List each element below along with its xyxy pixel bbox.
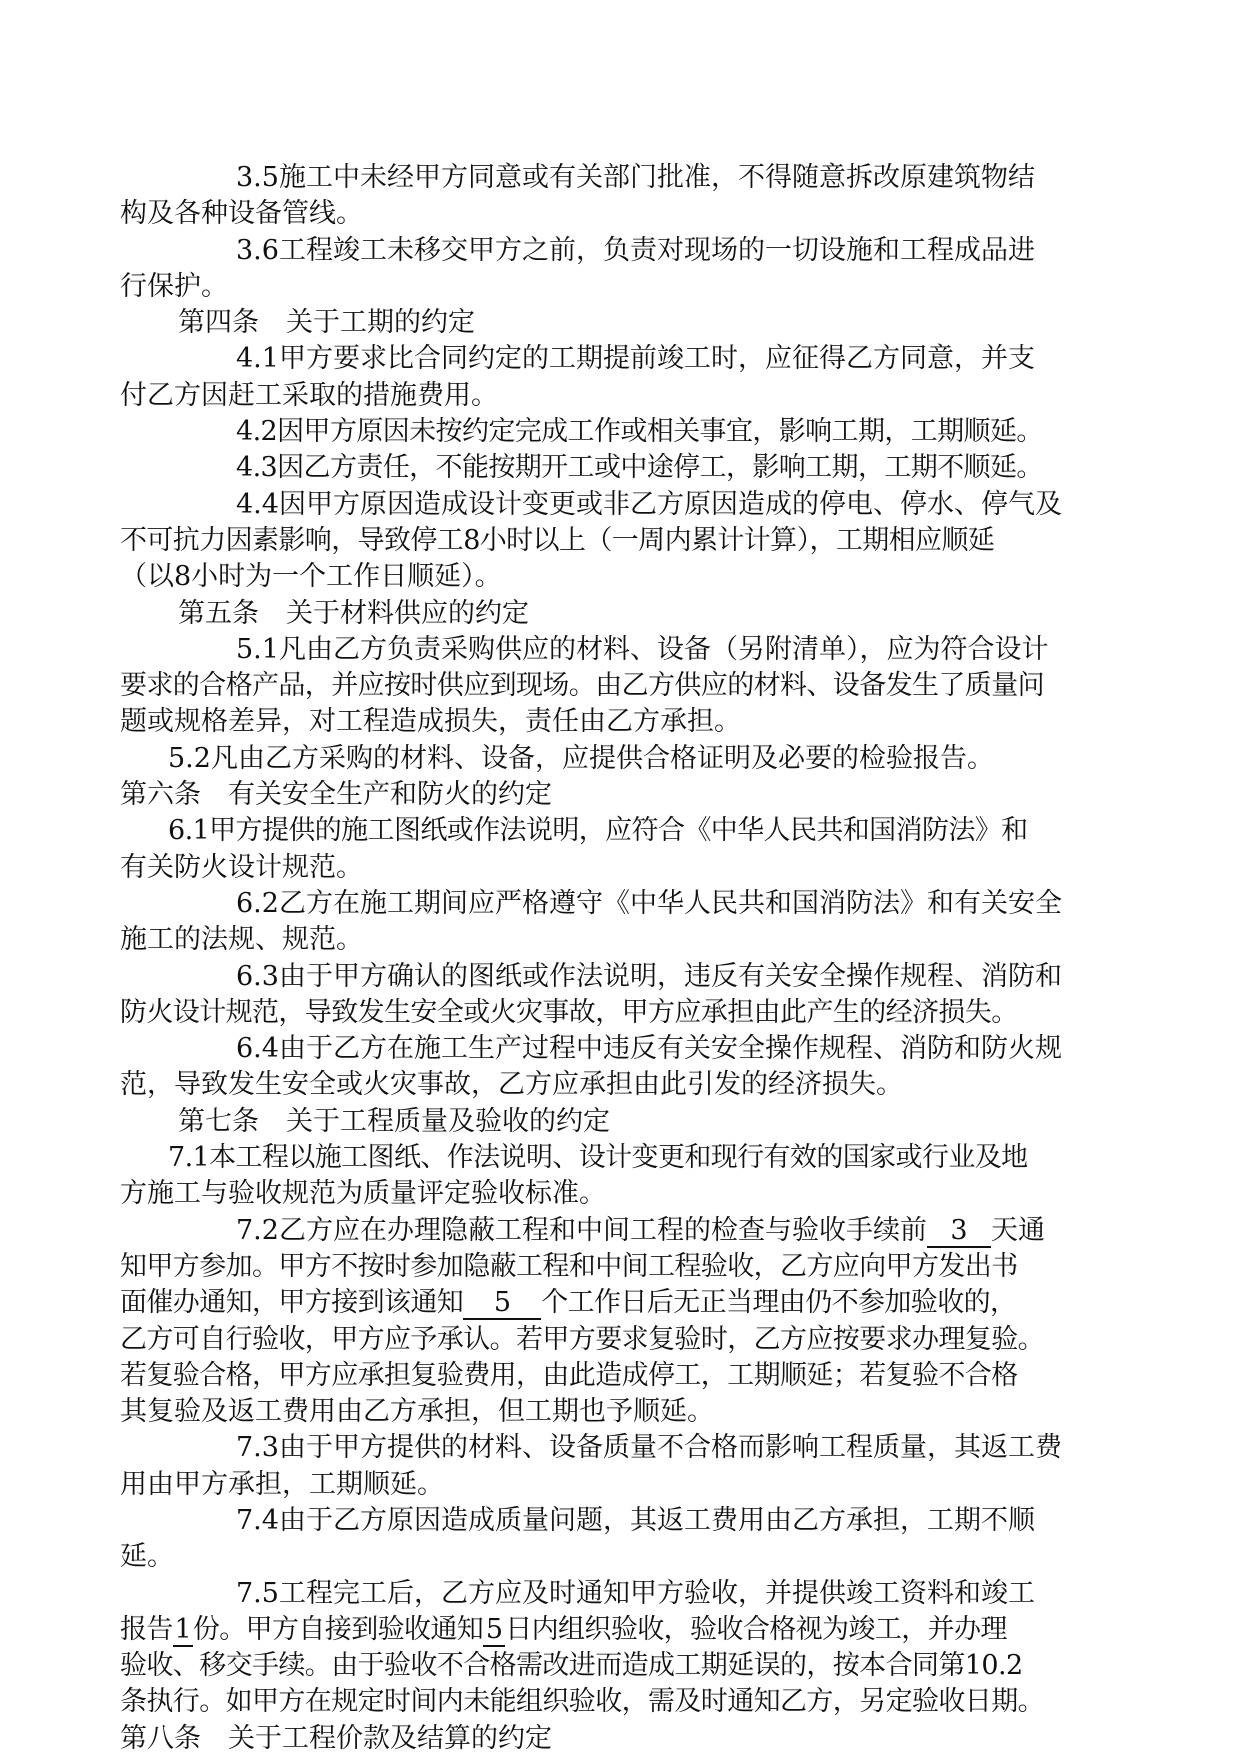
clause-7-2-cont4: 若复验合格，甲方应承担复验费用，由此造成停工，工期顺延；若复验不合格	[120, 1359, 1018, 1391]
clause-6-1-cont: 有关防火设计规范。	[120, 851, 363, 883]
clause-7-2-cont2	[120, 1285, 1130, 1321]
clause-3-6-cont: 行保护。	[120, 270, 228, 302]
clause-6-3-cont: 防火设计规范，导致发生安全或火灾事故，甲方应承担由此产生的经济损失。	[120, 996, 1018, 1028]
clause-5-1-cont: 要求的合格产品，并应按时供应到现场。由乙方供应的材料、设备发生了质量问	[120, 670, 1044, 702]
clause-7-3: 7.3由于甲方提供的材料、设备质量不合格而影响工程质量，其返工费	[236, 1432, 1062, 1464]
clause-7-1-cont: 方施工与验收规范为质量评定验收标准。	[120, 1178, 606, 1210]
contract-page	[120, 160, 1130, 1757]
clause-6-2: 6.2乙方在施工期间应严格遵守《中华人民共和国消防法》和有关安全	[236, 887, 1062, 919]
clause-7-5-cont3: 条执行。如甲方在规定时间内未能组织验收，需及时通知乙方，另定验收日期。	[120, 1686, 1044, 1718]
clause-7-2-cont2-end: 个工作日后无正当理由仍不参加验收的，	[541, 1287, 1017, 1319]
clause-7-2-cont5: 其复验及返工费用由乙方承担，但工期也予顺延。	[120, 1396, 714, 1428]
clause-7-4-cont: 延。	[120, 1541, 174, 1573]
clause-6-3: 6.3由于甲方确认的图纸或作法说明，违反有关安全操作规程、消防和	[236, 960, 1062, 992]
clause-7-5-cont-end: 日内组织验收，验收合格视为竣工，并办理	[505, 1613, 1007, 1645]
clause-4-4-cont2: （以8小时为一个工作日顺延）。	[120, 561, 502, 593]
article-4-heading: 第四条 关于工期的约定	[178, 307, 475, 339]
article-6-heading: 第六条 有关安全生产和防火的约定	[120, 779, 552, 811]
clause-7-5-cont2: 验收、移交手续。由于验收不合格需改进而造成工期延误的，按本合同第10.2	[120, 1650, 1023, 1682]
clause-7-2-cont2-text: 面催办通知，甲方接到该通知	[120, 1287, 464, 1319]
clause-7-5-cont-mid: 份。甲方自接到验收通知	[192, 1613, 484, 1645]
clause-7-5-cont	[120, 1612, 1130, 1648]
blank-acceptance-days: 5	[483, 1615, 505, 1647]
article-7-heading: 第七条 关于工程质量及验收的约定	[178, 1105, 610, 1137]
clause-7-5-cont-text: 报告	[120, 1613, 173, 1645]
clause-6-4: 6.4由于乙方在施工生产过程中违反有关安全操作规程、消防和防火规	[236, 1033, 1062, 1065]
clause-7-2	[120, 1213, 1130, 1249]
clause-4-1-cont: 付乙方因赶工采取的措施费用。	[120, 379, 498, 411]
clause-6-1: 6.1甲方提供的施工图纸或作法说明，应符合《中华人民共和国消防法》和	[168, 815, 1028, 847]
clause-7-2-text: 7.2乙方应在办理隐蔽工程和中间工程的检查与验收手续前	[236, 1214, 927, 1246]
clause-7-1: 7.1本工程以施工图纸、作法说明、设计变更和现行有效的国家或行业及地	[168, 1142, 1028, 1174]
blank-report-copies: 1	[174, 1613, 192, 1645]
clause-5-1: 5.1凡由乙方负责采购供应的材料、设备（另附清单），应为符合设计	[236, 633, 1049, 665]
clause-3-5-cont: 构及各种设备管线。	[120, 198, 363, 230]
clause-4-2: 4.2因甲方原因未按约定完成工作或相关事宜，影响工期，工期顺延。	[236, 416, 1043, 448]
clause-6-4-cont: 范，导致发生安全或火灾事故，乙方应承担由此引发的经济损失。	[120, 1069, 903, 1101]
clause-4-3: 4.3因乙方责任，不能按期开工或中途停工，影响工期，工期不顺延。	[236, 452, 1043, 484]
clause-7-2-cont3: 乙方可自行验收，甲方应予承认。若甲方要求复验时，乙方应按要求办理复验。	[120, 1323, 1044, 1355]
blank-days-notice: 3	[927, 1216, 991, 1248]
clause-5-2: 5.2凡由乙方采购的材料、设备，应提供合格证明及必要的检验报告。	[168, 742, 994, 774]
clause-7-3-cont: 用由甲方承担，工期顺延。	[120, 1468, 444, 1500]
clause-3-6: 3.6工程竣工未移交甲方之前，负责对现场的一切设施和工程成品进	[236, 234, 1035, 266]
clause-5-1-cont2: 题或规格差异，对工程造成损失，责任由乙方承担。	[120, 706, 741, 738]
clause-6-2-cont: 施工的法规、规范。	[120, 924, 363, 956]
clause-4-4-cont: 不可抗力因素影响，导致停工8小时以上（一周内累计计算），工期相应顺延	[120, 524, 995, 556]
clause-4-4: 4.4因甲方原因造成设计变更或非乙方原因造成的停电、停水、停气及	[236, 488, 1062, 520]
clause-7-2-text-end: 天通	[990, 1214, 1045, 1246]
clause-7-2-cont: 知甲方参加。甲方不按时参加隐蔽工程和中间工程验收，乙方应向甲方发出书	[120, 1250, 1018, 1282]
article-8-heading: 第八条 关于工程价款及结算的约定	[120, 1722, 552, 1754]
clause-7-5: 7.5工程完工后，乙方应及时通知甲方验收，并提供竣工资料和竣工	[236, 1577, 1035, 1609]
clause-3-5: 3.5施工中未经甲方同意或有关部门批准，不得随意拆改原建筑物结	[236, 162, 1035, 193]
clause-4-1: 4.1甲方要求比合同约定的工期提前竣工时，应征得乙方同意，并支	[236, 343, 1035, 375]
blank-working-days: 5	[463, 1288, 541, 1320]
article-5-heading: 第五条 关于材料供应的约定	[178, 597, 529, 629]
clause-7-4: 7.4由于乙方原因造成质量问题，其返工费用由乙方承担，工期不顺	[236, 1504, 1035, 1536]
